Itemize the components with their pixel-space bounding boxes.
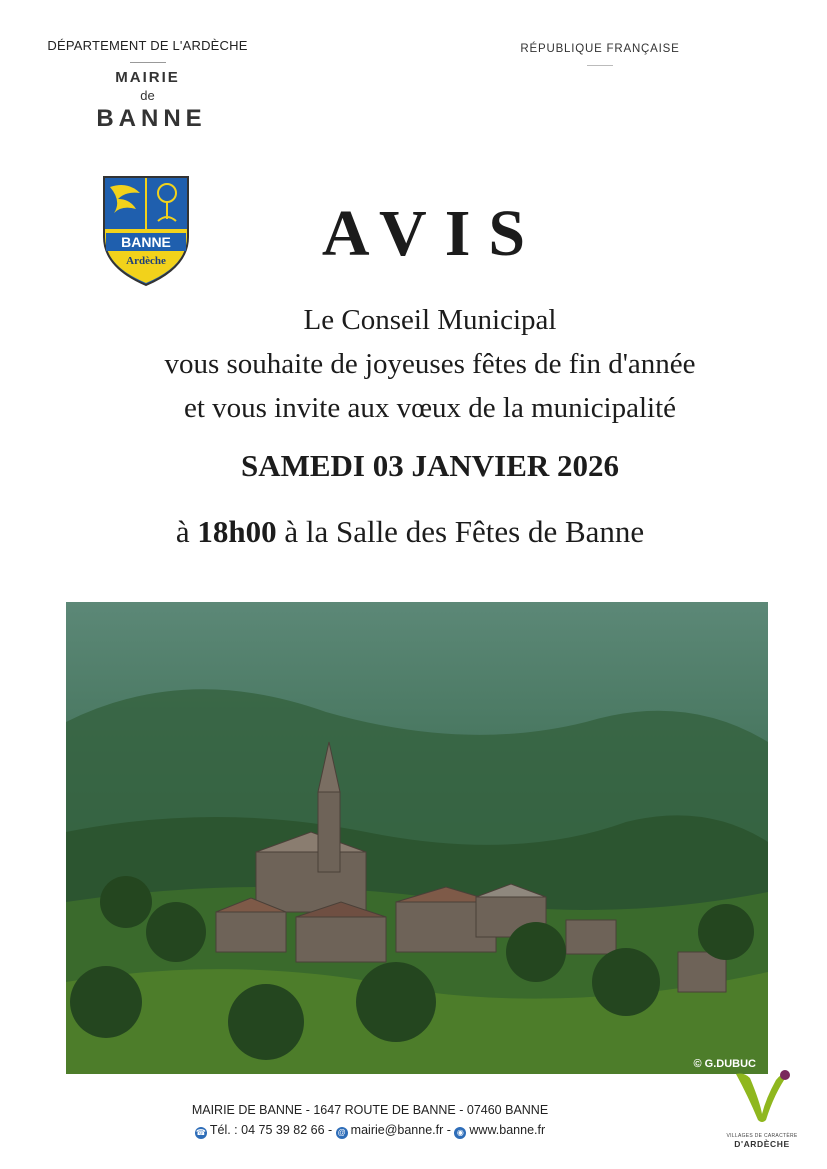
notice-line-3: et vous invite aux vœux de la municipalité — [183, 392, 677, 424]
divider — [587, 65, 613, 66]
header-right — [500, 43, 700, 66]
department-text: DÉPARTEMENT DE L'ARDÈCHE — [47, 38, 248, 53]
event-date: SAMEDI 03 JANVIER 2026 — [240, 448, 620, 483]
notice-line-2: vous souhaite de joyeuses fêtes de fin d'année — [164, 348, 696, 380]
svg-text:Ardèche: Ardèche — [126, 255, 166, 267]
web-icon: ◉ — [454, 1127, 466, 1139]
footer-address: MAIRIE DE BANNE - 1647 ROUTE DE BANNE - 07460 BANNE — [191, 1103, 549, 1117]
phone-icon: ☎ — [195, 1128, 206, 1137]
footer-website[interactable]: www.banne.fr — [469, 1123, 546, 1137]
republic-text: RÉPUBLIQUE FRANÇAISE — [520, 43, 680, 55]
mairie-text: MAIRIE — [115, 69, 180, 86]
notice-line-1: Le Conseil Municipal — [303, 304, 557, 336]
village-landscape-image — [66, 602, 768, 1074]
email-icon: @ — [337, 1128, 346, 1137]
notice-title: AVIS — [321, 197, 544, 270]
footer-phone: Tél. : 04 75 39 82 66 - — [209, 1123, 333, 1137]
event-time-location — [0, 514, 820, 550]
divider — [130, 62, 166, 63]
time-prefix: à — [175, 514, 198, 549]
villages-v-icon — [730, 1068, 794, 1126]
photo-credit: © G.DUBUC — [693, 1058, 756, 1070]
footer-contacts — [0, 1123, 740, 1139]
header-left — [40, 38, 255, 133]
label-big: D'ARDÈCHE — [734, 1139, 790, 1149]
de-text: de — [140, 88, 155, 103]
label-small: VILLAGES DE CARACTÈRE — [726, 1133, 798, 1139]
village-photo — [66, 602, 768, 1074]
footer-email[interactable]: mairie@banne.fr - — [350, 1123, 451, 1137]
event-time: 18h00 — [197, 514, 277, 549]
event-location: à la Salle des Fêtes de Banne — [276, 514, 645, 549]
villages-caractere-logo — [722, 1068, 802, 1163]
town-name: BANNE — [96, 105, 207, 132]
svg-text:BANNE: BANNE — [121, 234, 171, 250]
